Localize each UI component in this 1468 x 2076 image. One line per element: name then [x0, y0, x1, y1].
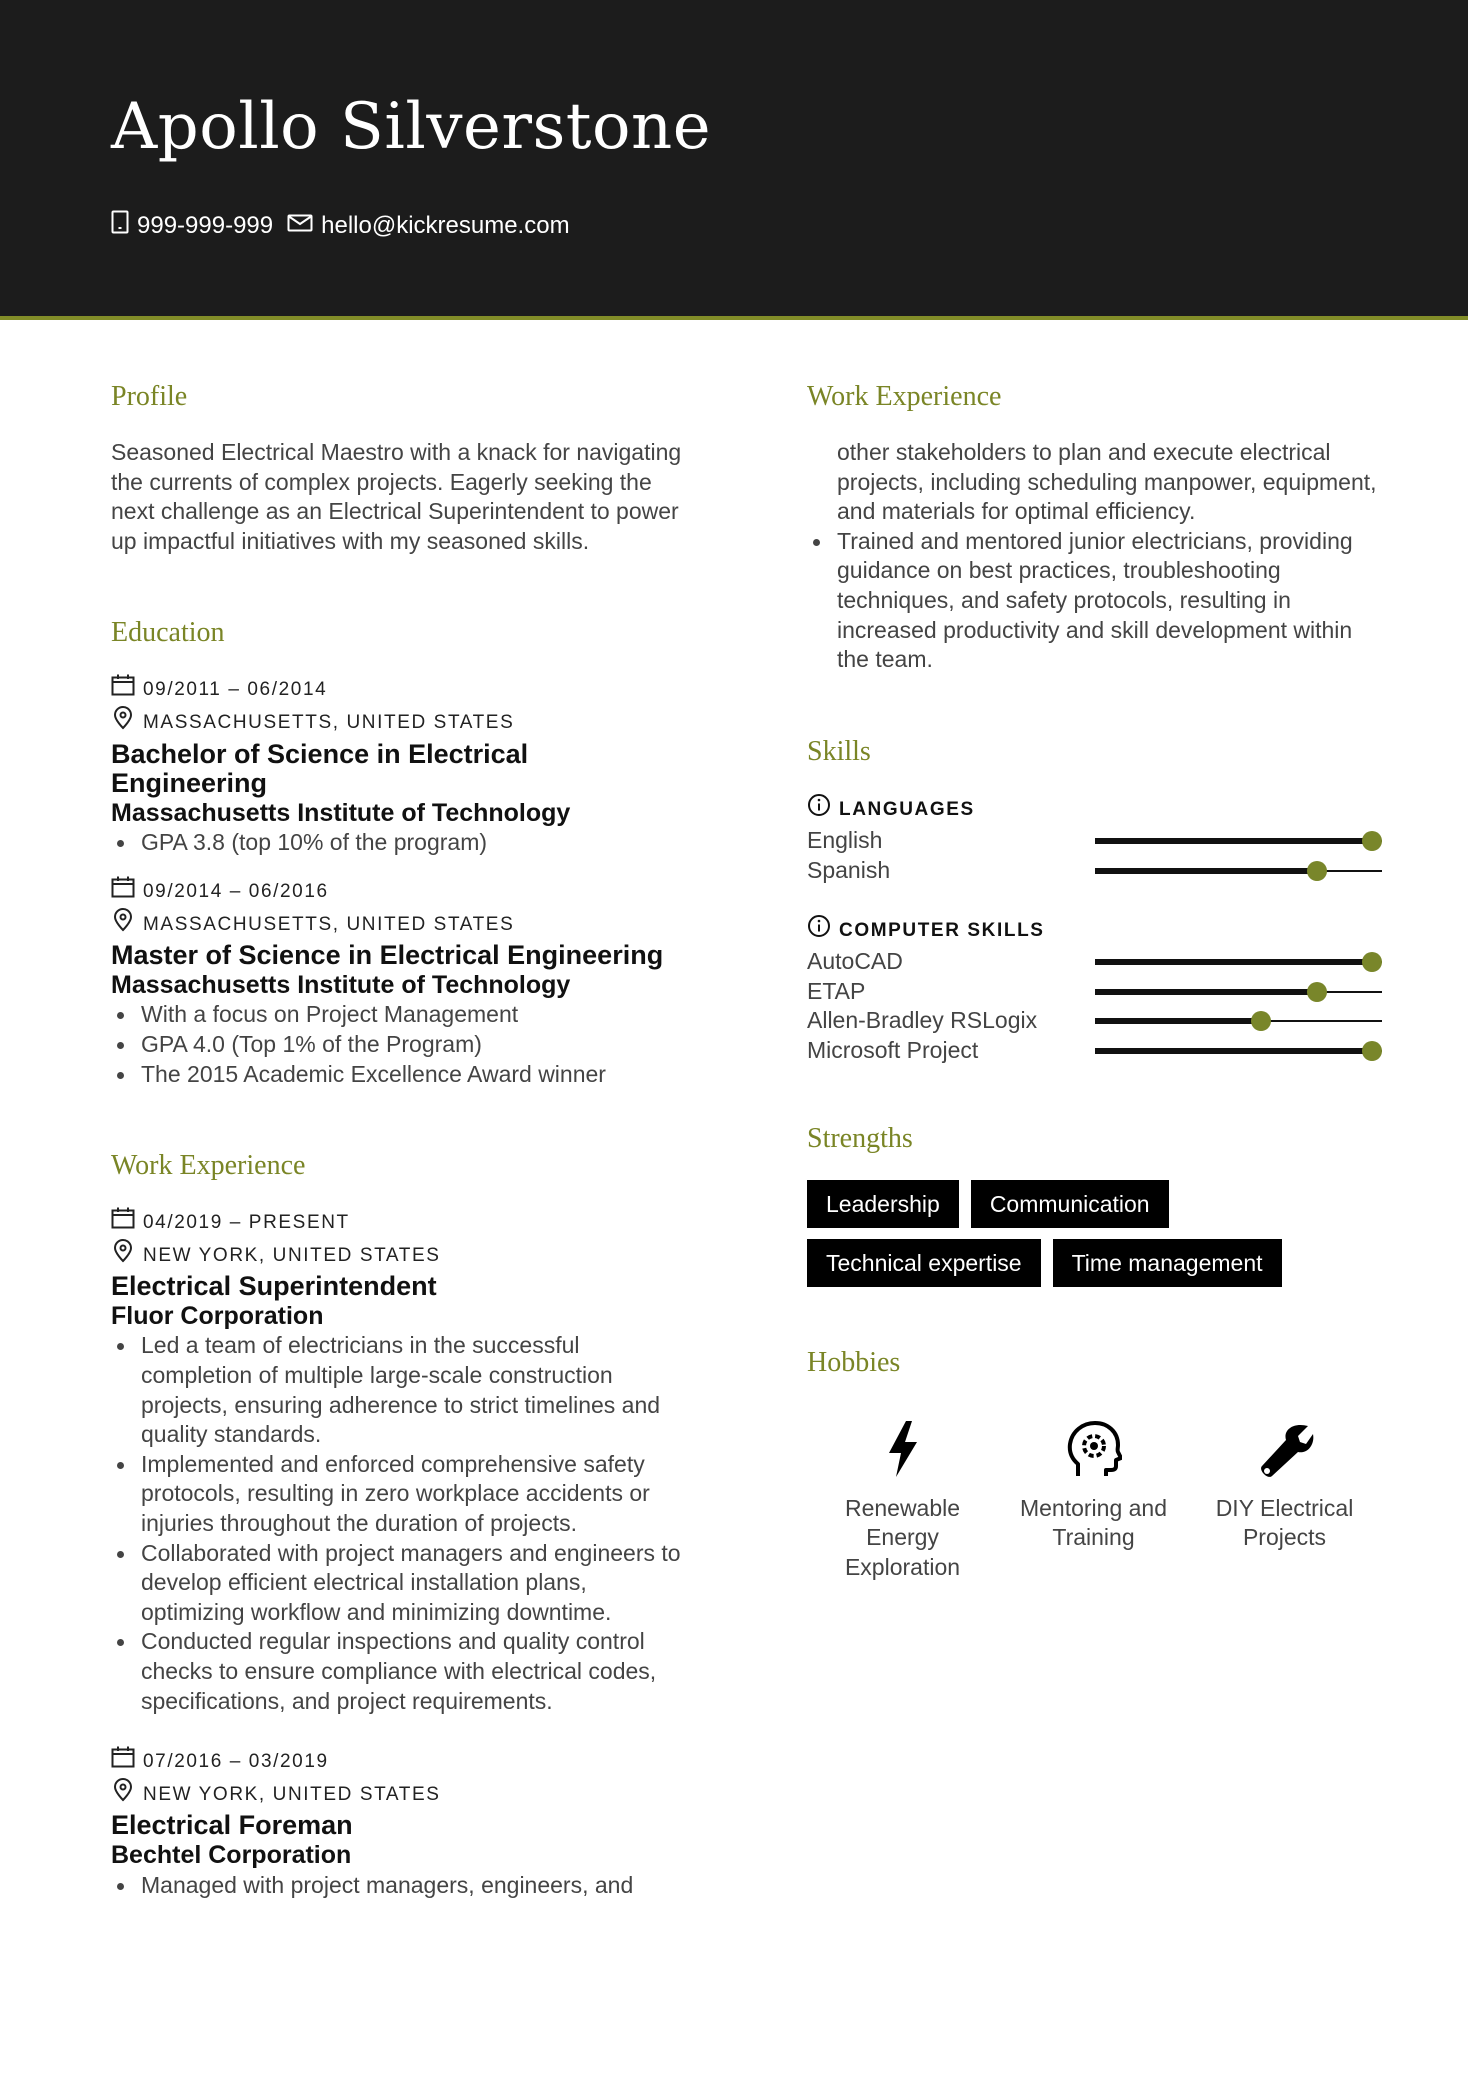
phone-number: 999-999-999 — [137, 211, 274, 239]
hobbies-section — [807, 1346, 1382, 1583]
list-item: Collaborated with project managers and engineers to develop efficient electrical installation plans, optimizing workflow and minimizing downtime. — [111, 1539, 691, 1628]
dates-text: 07/2016 – 03/2019 — [143, 1751, 329, 1773]
section-title-hobbies: Hobbies — [807, 1346, 901, 1378]
skill-name: Microsoft Project — [807, 1036, 979, 1063]
phone-contact — [111, 210, 273, 241]
skill-level-dot — [1307, 861, 1327, 881]
hobby-item — [1189, 1416, 1380, 1583]
hobby-item — [998, 1416, 1189, 1583]
bullet-list — [111, 1331, 691, 1716]
hobby-label: Renewable Energy Exploration — [844, 1494, 961, 1580]
strengths-section — [807, 1122, 1382, 1298]
section-title-skills: Skills — [807, 735, 871, 767]
hobby-label: DIY Electrical Projects — [1215, 1494, 1354, 1551]
skill-level-dot — [1362, 1041, 1382, 1061]
entry-dates — [111, 1207, 691, 1239]
header-accent-rule — [0, 316, 1468, 320]
list-item: Led a team of electricians in the successful completion of multiple large-scale construction projects, ensuring adherence to strict timelines and quality standards. — [111, 1331, 691, 1449]
location-text: MASSACHUSETTS, UNITED STATES — [143, 711, 515, 733]
skill-name: Spanish — [807, 856, 891, 883]
location-pin-icon — [111, 706, 143, 740]
degree-title: Master of Science in Electrical Engineering — [111, 940, 664, 971]
school-name: Massachusetts Institute of Technology — [111, 970, 571, 999]
skill-name: AutoCAD — [807, 948, 903, 975]
entry-dates — [111, 1746, 691, 1778]
strength-tag: Time management — [1053, 1239, 1282, 1287]
right-column — [807, 380, 1382, 1642]
bullet-list — [807, 527, 1382, 675]
school-name: Massachusetts Institute of Technology — [111, 798, 571, 827]
info-icon — [807, 914, 839, 948]
location-text: MASSACHUSETTS, UNITED STATES — [143, 913, 515, 935]
list-item: GPA 3.8 (top 10% of the program) — [111, 828, 691, 858]
skill-row — [807, 1006, 1382, 1036]
hobby-label: Mentoring and Training — [1019, 1494, 1168, 1551]
skill-fill — [1095, 959, 1372, 965]
skills-section — [807, 735, 1382, 1066]
profile-section — [111, 380, 691, 556]
skill-fill — [1095, 838, 1372, 844]
skill-fill — [1095, 989, 1317, 995]
skill-name: Allen-Bradley RSLogix — [807, 1007, 1038, 1034]
bullet-list — [111, 1000, 691, 1089]
skill-group-label: COMPUTER SKILLS — [839, 919, 1045, 941]
list-item: With a focus on Project Management — [111, 1000, 691, 1030]
work-section — [111, 1149, 691, 1900]
skill-level-dot — [1307, 982, 1327, 1002]
location-text: NEW YORK, UNITED STATES — [143, 1244, 441, 1266]
email-address: hello@kickresume.com — [321, 211, 570, 239]
bullet-list — [111, 828, 691, 858]
skill-row — [807, 856, 1382, 886]
head-gear-icon — [998, 1416, 1189, 1478]
skill-group-computer — [807, 914, 1382, 1066]
continued-bullet-text: other stakeholders to plan and execute electrical projects, including scheduling manpower, equipment, and materials for optimal efficiency. — [837, 439, 1377, 525]
section-title-education: Education — [111, 617, 225, 649]
skill-level-dot — [1362, 952, 1382, 972]
profile-text: Seasoned Electrical Maestro with a knack for navigating the currents of complex projects. Eagerly seeking the next challenge as an Electrical Superintendent to power up impactful initiatives with my seasoned skills. — [111, 439, 682, 554]
skill-level-dot — [1251, 1011, 1271, 1031]
entry-location — [111, 1778, 691, 1812]
entry-location — [111, 706, 691, 740]
hobby-list — [807, 1416, 1382, 1583]
dates-text: 04/2019 – PRESENT — [143, 1212, 350, 1234]
entry-location — [111, 908, 691, 942]
email-contact — [287, 212, 569, 240]
lightning-bolt-icon — [807, 1416, 998, 1478]
strength-tag: Leadership — [807, 1180, 959, 1228]
location-pin-icon — [111, 1239, 143, 1273]
section-title-work: Work Experience — [111, 1150, 306, 1182]
list-item: The 2015 Academic Excellence Award winner — [111, 1060, 691, 1090]
section-title-work-continued: Work Experience — [807, 381, 1002, 412]
skill-group-heading — [807, 914, 1382, 948]
location-pin-icon — [111, 908, 143, 942]
hobby-item — [807, 1416, 998, 1583]
skill-name: ETAP — [807, 977, 866, 1004]
company-name: Fluor Corporation — [111, 1301, 324, 1330]
education-entry — [111, 876, 691, 1089]
skill-fill — [1095, 868, 1317, 874]
bullet-list — [111, 1871, 691, 1901]
dates-text: 09/2011 – 06/2014 — [143, 679, 328, 701]
entry-location — [111, 1239, 691, 1273]
list-item: GPA 4.0 (Top 1% of the Program) — [111, 1030, 691, 1060]
strength-tags — [807, 1180, 1382, 1298]
skill-level-dot — [1362, 831, 1382, 851]
skill-row — [807, 826, 1382, 856]
skill-group-label: LANGUAGES — [839, 798, 975, 820]
skill-fill — [1095, 1018, 1261, 1024]
section-title-profile: Profile — [111, 381, 188, 412]
skill-fill — [1095, 1048, 1372, 1054]
header — [0, 0, 1468, 316]
job-title: Electrical Foreman — [111, 1810, 353, 1841]
skill-row — [807, 977, 1382, 1007]
info-icon — [807, 793, 839, 827]
list-item: Managed with project managers, engineers, and — [111, 1871, 691, 1901]
wrench-icon — [1189, 1416, 1380, 1478]
location-pin-icon — [111, 1778, 143, 1812]
location-text: NEW YORK, UNITED STATES — [143, 1783, 441, 1805]
skill-group-languages — [807, 793, 1382, 886]
skill-name: English — [807, 827, 883, 854]
skill-group-heading — [807, 793, 1382, 827]
degree-title: Bachelor of Science in Electrical Engineering — [111, 738, 529, 799]
strength-tag: Technical expertise — [807, 1239, 1041, 1287]
education-entry — [111, 674, 691, 858]
email-icon — [287, 212, 321, 240]
phone-icon — [111, 210, 137, 241]
dates-text: 09/2014 – 06/2016 — [143, 880, 329, 902]
company-name: Bechtel Corporation — [111, 1840, 352, 1869]
section-title-strengths: Strengths — [807, 1122, 913, 1154]
education-section — [111, 616, 691, 1089]
list-item: Trained and mentored junior electricians, providing guidance on best practices, troubleshooting techniques, and safety protocols, resulting in increased productivity and skill development within the team. — [807, 527, 1382, 675]
entry-dates — [111, 876, 691, 908]
work-entry — [111, 1207, 691, 1716]
work-continued-section — [807, 380, 1382, 675]
entry-dates — [111, 674, 691, 706]
left-column — [111, 380, 691, 1960]
strength-tag: Communication — [971, 1180, 1169, 1228]
calendar-icon — [111, 674, 143, 706]
calendar-icon — [111, 1746, 143, 1778]
candidate-name: Apollo Silverstone — [111, 90, 712, 164]
list-item: Conducted regular inspections and quality control checks to ensure compliance with electrical codes, specifications, and project requirements. — [111, 1627, 691, 1716]
skill-row — [807, 1036, 1382, 1066]
calendar-icon — [111, 876, 143, 908]
calendar-icon — [111, 1207, 143, 1239]
work-entry — [111, 1746, 691, 1900]
contact-row — [111, 210, 584, 241]
job-title: Electrical Superintendent — [111, 1271, 437, 1302]
list-item: Implemented and enforced comprehensive safety protocols, resulting in zero workplace accidents or injuries throughout the duration of projects. — [111, 1450, 691, 1539]
skill-row — [807, 947, 1382, 977]
